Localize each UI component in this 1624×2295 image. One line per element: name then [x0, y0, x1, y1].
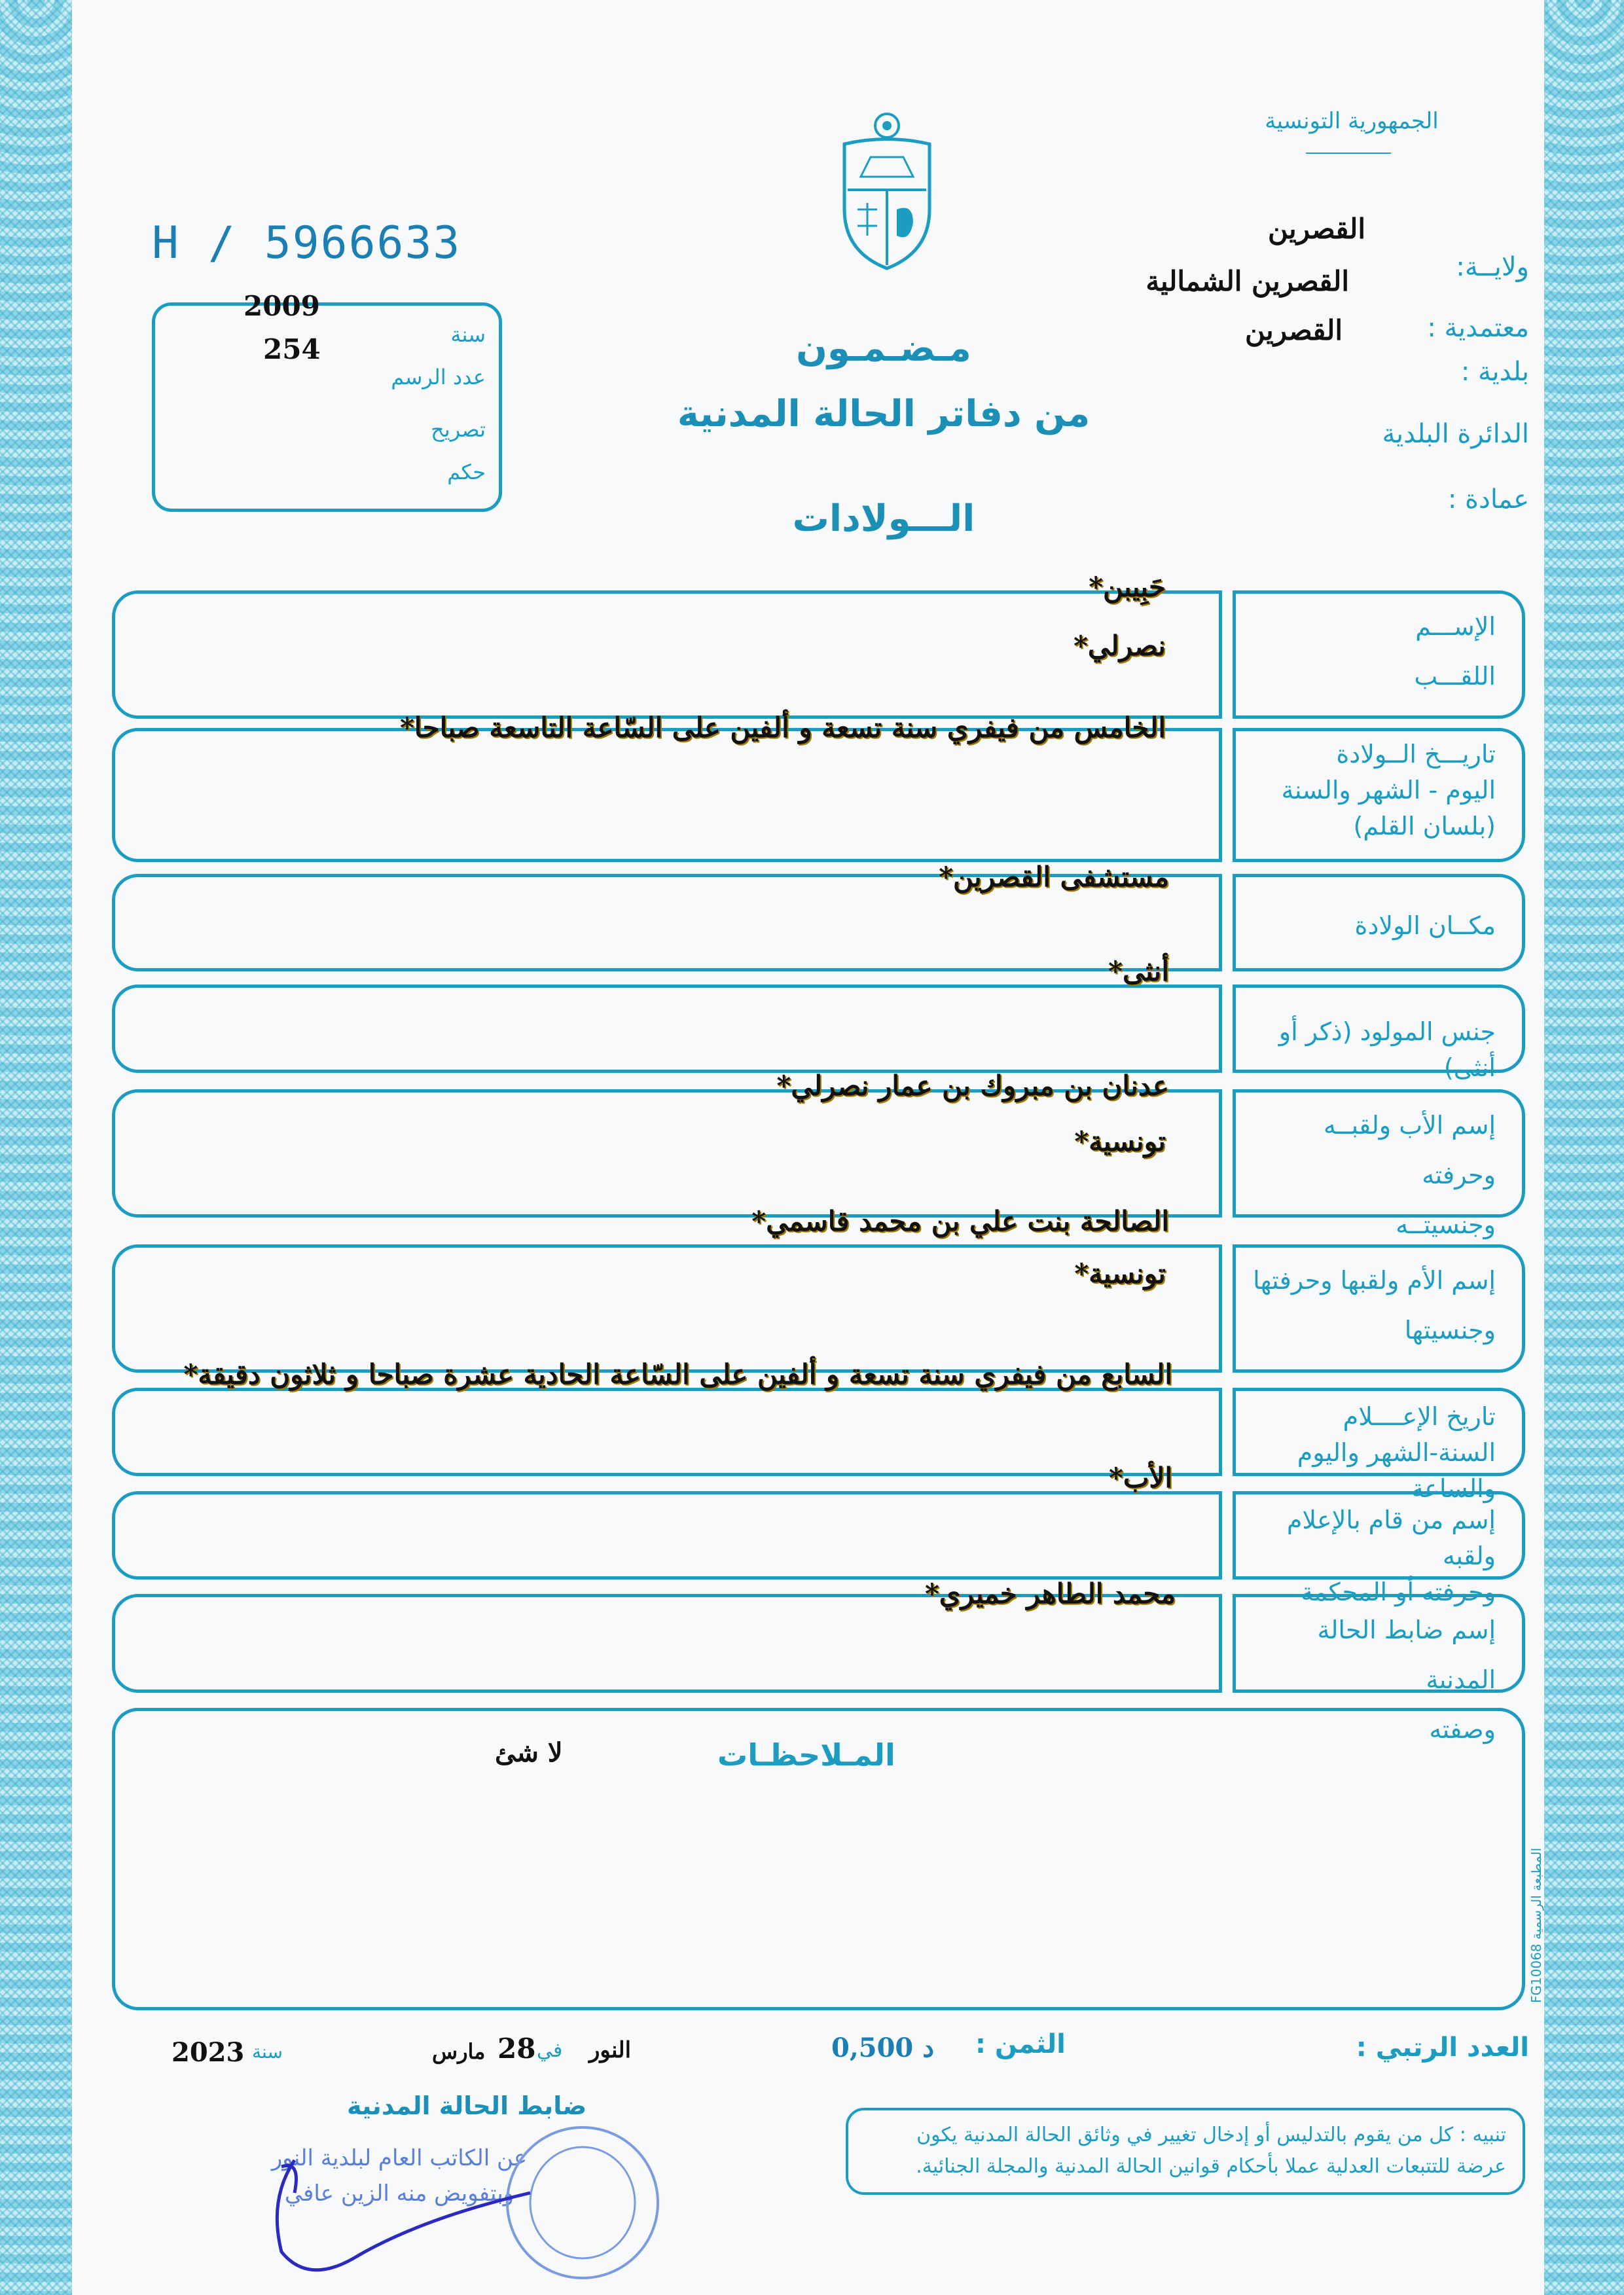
field-label: وحرفته أو المحكمة	[1301, 1578, 1496, 1607]
field-label: مكــان الولادة	[1354, 911, 1496, 940]
motamadia-value: القصرين الشمالية	[1146, 265, 1349, 297]
date-day: 28	[497, 2033, 536, 2065]
register-year-label: سنة	[450, 322, 486, 347]
label-box	[1233, 1388, 1525, 1504]
field-value: الأب*	[1108, 1462, 1172, 1494]
field-value: أنثى*	[1108, 955, 1169, 987]
official-stamp-and-signature	[255, 2121, 700, 2291]
wilaya-value: القصرين	[1268, 213, 1365, 245]
value-box	[112, 728, 1222, 862]
field-value: محمد الطاهر خميري*	[924, 1578, 1176, 1610]
register-box	[152, 290, 502, 512]
field-label: إسم ضابط الحالة المدنية	[1317, 1616, 1496, 1694]
security-border-left	[0, 0, 72, 2295]
field-label: تاريـــخ الــولادة	[1336, 740, 1496, 768]
field-label: جنس المولود (ذكر أو أنثى)	[1278, 1017, 1496, 1082]
tunisia-coat-of-arms-emblem	[831, 111, 943, 275]
price-value: 0,500 د	[831, 2033, 934, 2063]
label-box	[1233, 590, 1525, 719]
daira-label: الدائرة البلدية	[1382, 419, 1529, 449]
field-label: السنة-الشهر واليوم والساعة	[1297, 1438, 1496, 1504]
label-box	[1233, 1244, 1525, 1373]
label-box	[1233, 1089, 1525, 1239]
label-box	[1233, 985, 1525, 1082]
value-box	[112, 1491, 1222, 1580]
field-label: إسم الأب ولقبــه وحرفته	[1323, 1111, 1496, 1189]
register-year-value: 2009	[244, 290, 320, 322]
baladia-value: القصرين	[1245, 314, 1343, 346]
label-box	[1233, 1594, 1525, 1744]
document-serial-number: H / 5966633	[152, 217, 461, 269]
judgment-label: حكم	[447, 460, 486, 484]
serial-number-label: العدد الرتبي :	[1356, 2033, 1529, 2063]
field-label: إسم الأم ولقبها وحرفتها	[1253, 1266, 1496, 1295]
motamadia-label: معتمدية :	[1427, 313, 1529, 343]
baladia-label: بلدية :	[1460, 357, 1529, 387]
field-value: عدنان بن مبروك بن عمار نصرلي*	[776, 1070, 1169, 1102]
date-prefix: في	[537, 2039, 563, 2062]
field-value: تونسية*	[1074, 1125, 1166, 1157]
label-box	[1233, 874, 1525, 971]
remarks-value: لا شئ	[495, 1737, 563, 1768]
security-border-right	[1544, 0, 1624, 2295]
field-value: تونسية*	[1074, 1257, 1166, 1290]
imada-label: عمادة :	[1447, 484, 1529, 515]
republic-divider	[1306, 153, 1391, 154]
legal-notice-box	[846, 2108, 1525, 2195]
printer-mark: المطبعة الرسمية FG10068	[1528, 1847, 1544, 2003]
declaration-label: تصريح	[431, 417, 486, 442]
field-label: اللقـــب	[1414, 662, 1496, 691]
label-box	[1233, 1491, 1525, 1607]
field-value: السابع من فيفري سنة تسعة و ألفين على السّاعة الحادية عشرة صباحا و ثلاثون دقيقة*	[183, 1358, 1172, 1390]
price-label: الثمن :	[975, 2029, 1066, 2059]
field-label: اليوم - الشهر والسنة	[1281, 776, 1496, 805]
field-label: تاريخ الإعــــلام	[1343, 1402, 1496, 1431]
legal-notice-text: تنبيه : كل من يقوم بالتدليس أو إدخال تغيير في وثائق الحالة المدنية يكون عرضة للتتبعات العدلية عملا بأحكام قوانين الحالة المدنية والمجلة الجنائية.	[916, 2123, 1506, 2178]
date-month: مارس	[432, 2039, 486, 2064]
value-box	[112, 1089, 1222, 1218]
remarks-box	[112, 1708, 1525, 2010]
year-value: 2023	[171, 2037, 245, 2068]
value-box	[112, 985, 1222, 1073]
field-label: وجنسيتــه	[1396, 1210, 1496, 1239]
value-box	[112, 1244, 1222, 1373]
field-value: نصرلي*	[1073, 630, 1166, 662]
register-number-label: عدد الرسم	[391, 365, 486, 389]
field-value: الخامس من فيفري سنة تسعة و ألفين على السّاعة التاسعة صباحا*	[399, 712, 1166, 744]
field-label: (بلسان القلم)	[1353, 812, 1496, 841]
republic-header: الجمهورية التونسية	[1265, 108, 1439, 134]
field-label: الإســـم	[1415, 612, 1496, 641]
year-label: سنة	[252, 2041, 283, 2063]
title-extract: مـضـمـون	[796, 327, 971, 370]
remarks-label: المـلاحظـات	[717, 1737, 895, 1773]
field-label: إسم من قام بالإعلام ولقبه	[1286, 1506, 1496, 1571]
wilaya-label: ولايــة:	[1456, 252, 1529, 282]
register-number-value: 254	[263, 333, 321, 365]
title-births: الـــولادات	[792, 497, 975, 540]
field-value: مستشفى القصرين*	[939, 861, 1169, 893]
field-value: الصالحة بنت علي بن محمد قاسمي*	[751, 1205, 1169, 1237]
field-label: وصفته	[1429, 1715, 1496, 1744]
value-box	[112, 1388, 1222, 1476]
place-value: النور	[589, 2037, 632, 2063]
field-value: حَبِيبن*	[1089, 571, 1166, 603]
title-registers: من دفاتر الحالة المدنية	[677, 393, 1091, 435]
value-box	[112, 590, 1222, 719]
label-box	[1233, 728, 1525, 862]
officer-stamp-text: عن الكاتب العام لبلدية النور وبتفويض منه الزين عافي	[271, 2145, 528, 2207]
field-label: وجنسيتها	[1404, 1316, 1496, 1345]
officer-title: ضابط الحالة المدنية	[347, 2091, 587, 2120]
